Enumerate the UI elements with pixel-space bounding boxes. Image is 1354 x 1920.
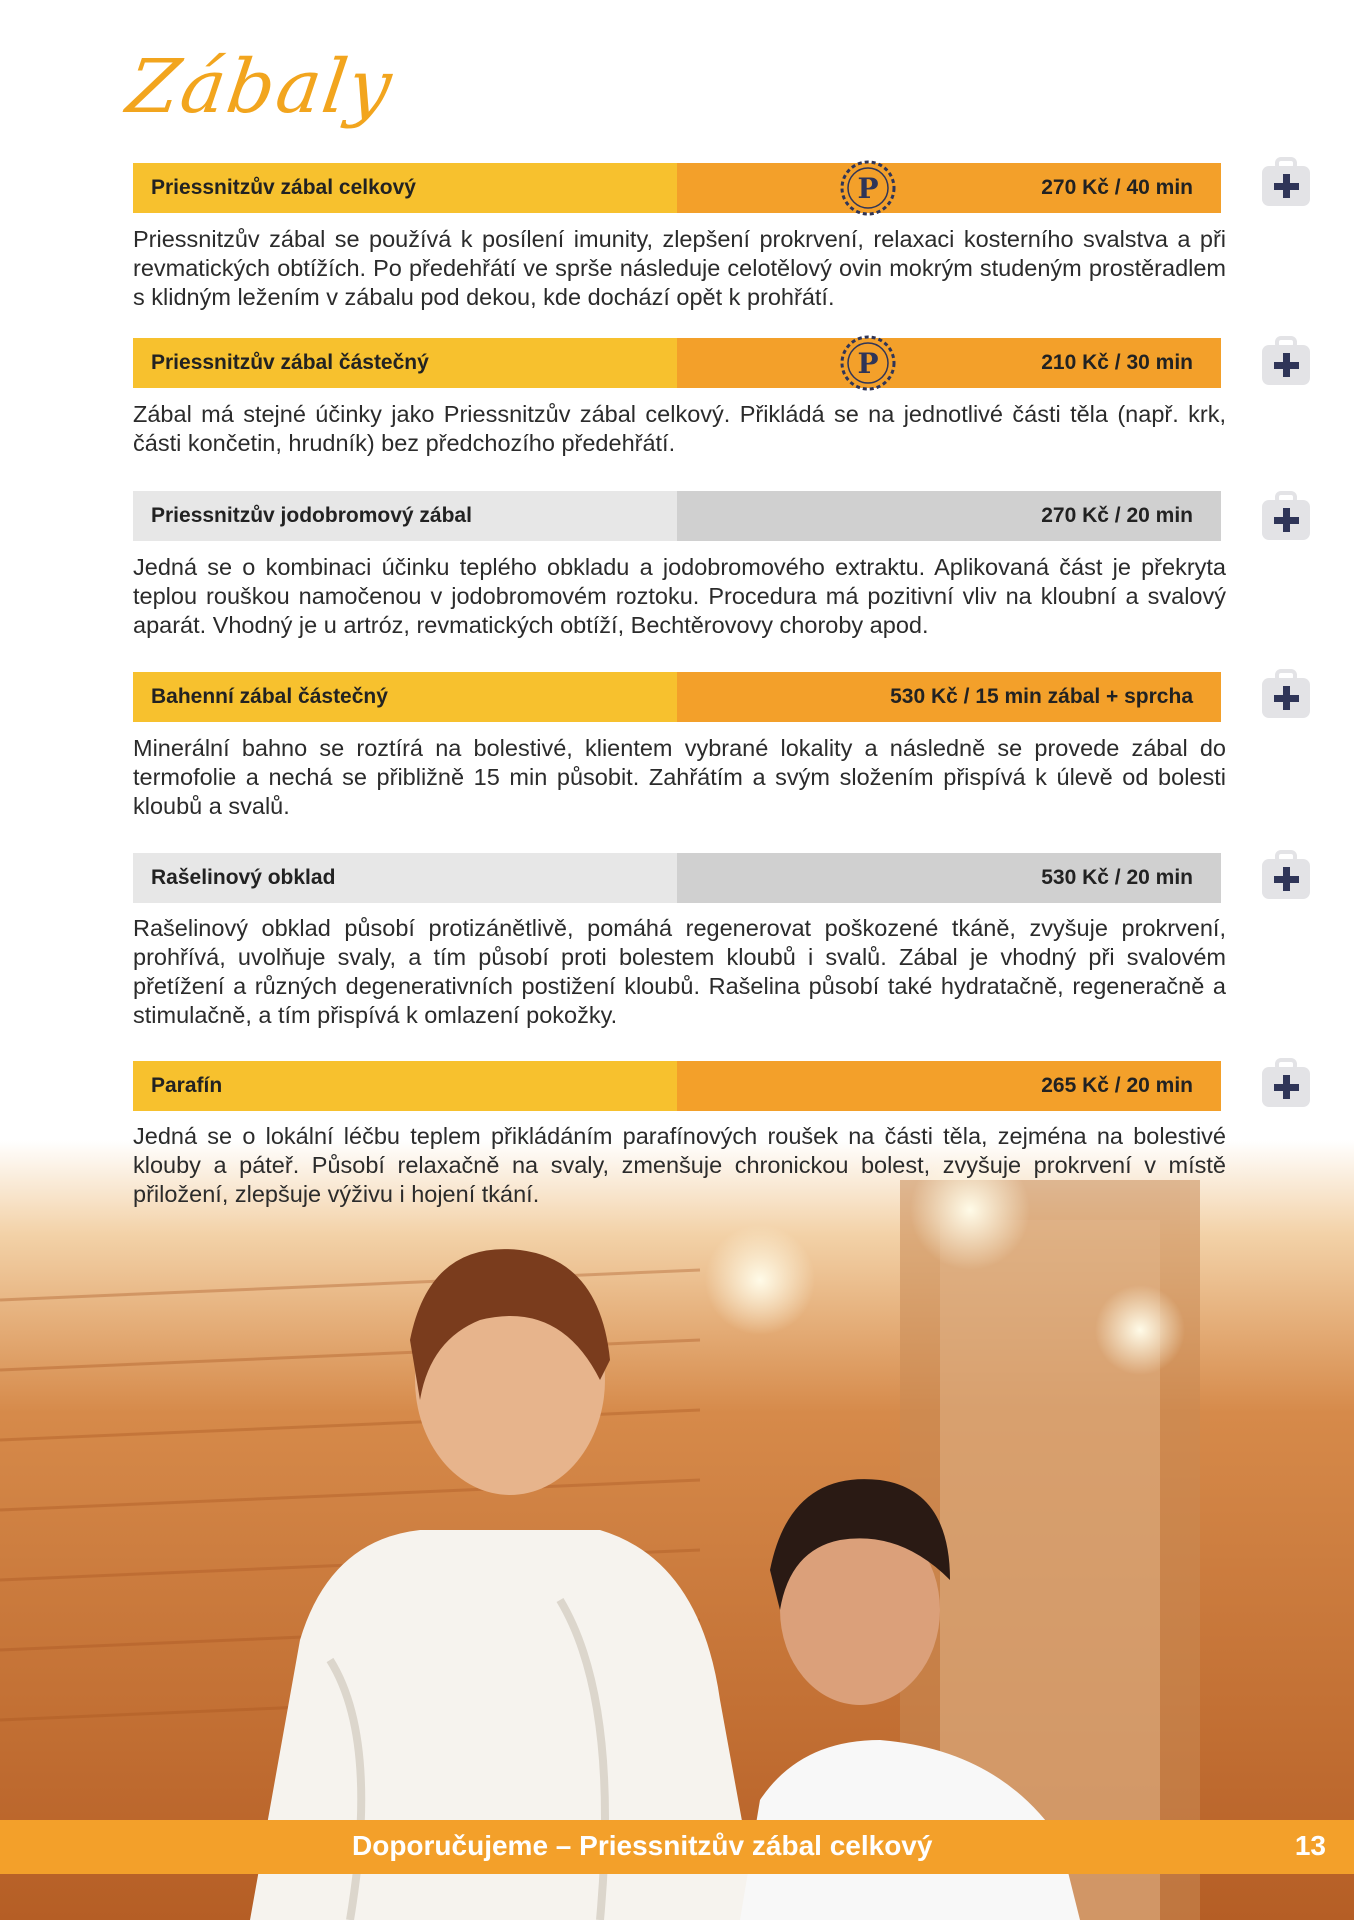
treatment-description: Rašelinový obklad působí protizánětlivě, pomáhá regenerovat poškozené tkáně, zvyšuje prokrvení, prohřívá, uvolňuje svaly, a tím působí proti bolestem kloubů i svalů. Zábal je vhodný při svalovém přetížení a různých degenerativních postižení kloubů. Rašelina působí také hydratačně, regeneračně a stimulačně, a tím přispívá k omlazení pokožky. [133,915,1226,1028]
footer-bar [0,1820,1354,1874]
treatment-name: Parafín [151,1074,223,1097]
spa-photo-illustration [0,1140,1354,1920]
first-aid-kit-icon [1260,1058,1312,1110]
treatment-header [133,1061,1221,1111]
treatment-price: 270 Kč / 40 min [1041,176,1193,199]
treatment-name: Priessnitzův zábal celkový [151,176,416,199]
treatment-price: 530 Kč / 20 min [1041,866,1193,889]
treatment-name: Priessnitzův zábal částečný [151,351,429,374]
treatment-header [133,491,1221,541]
first-aid-kit-icon [1260,850,1312,902]
treatment-name: Rašelinový obklad [151,866,336,889]
first-aid-kit-icon [1260,157,1312,209]
treatment-price: 270 Kč / 20 min [1041,504,1193,527]
treatment-price: 530 Kč / 15 min zábal + sprcha [890,685,1193,708]
treatment-name: Bahenní zábal částečný [151,685,388,708]
footer-recommendation: Doporučujeme – Priessnitzův zábal celkový [352,1830,933,1861]
first-aid-kit-icon [1260,491,1312,543]
treatment-description: Priessnitzův zábal se používá k posílení imunity, zlepšení prokrvení, relaxaci kosterního svalstva a při revmatických obtížích. Po předehřátí ve sprše následuje celotělový ovin mokrým studeným prostěradlem s klidným ležením v zábalu pod dekou, kde dochází opět k prohřátí. [133,226,1226,310]
treatment-price: 210 Kč / 30 min [1041,351,1193,374]
treatment-name: Priessnitzův jodobromový zábal [151,504,472,527]
priessnitz-seal-icon [838,333,898,393]
priessnitz-seal-icon [838,158,898,218]
treatment-header [133,338,1221,388]
spa-photo [0,1140,1354,1920]
treatment-description: Jedná se o lokální léčbu teplem přikládáním parafínových roušek na části těla, zejména na bolestivé klouby a páteř. Působí relaxačně na svaly, zmenšuje chronickou bolest, zvyšuje prokrvení v místě přiložení, zlepšuje výživu i hojení tkání. [133,1123,1226,1207]
treatment-description: Zábal má stejné účinky jako Priessnitzův zábal celkový. Přikládá se na jednotlivé části těla (např. krk, části končetin, hrudník) bez předchozího předehřátí. [133,401,1226,456]
first-aid-kit-icon [1260,336,1312,388]
treatment-header [133,853,1221,903]
seal-letter: P [857,347,879,380]
treatment-price: 265 Kč / 20 min [1041,1074,1193,1097]
seal-letter: P [857,172,879,205]
treatment-description: Minerální bahno se roztírá na bolestivé, klientem vybrané lokality a následně se provede zábal do termofolie a nechá se přibližně 15 min působit. Zahřátím a svým složením přispívá k úlevě od bolesti kloubů a svalů. [133,735,1226,819]
treatment-header [133,672,1221,722]
first-aid-kit-icon [1260,669,1312,721]
treatment-description: Jedná se o kombinaci účinku teplého obkladu a jodobromového extraktu. Aplikovaná část je překryta teplou rouškou namočenou v jodobromovém roztoku. Procedura má pozitivní vliv na kloubní a svalový aparát. Vhodný je u artróz, revmatických obtíží, Bechtěrovovy choroby apod. [133,554,1226,638]
page-number: 13 [1294,1830,1326,1861]
treatment-header [133,163,1221,213]
page-title: Zábaly [121,44,399,130]
